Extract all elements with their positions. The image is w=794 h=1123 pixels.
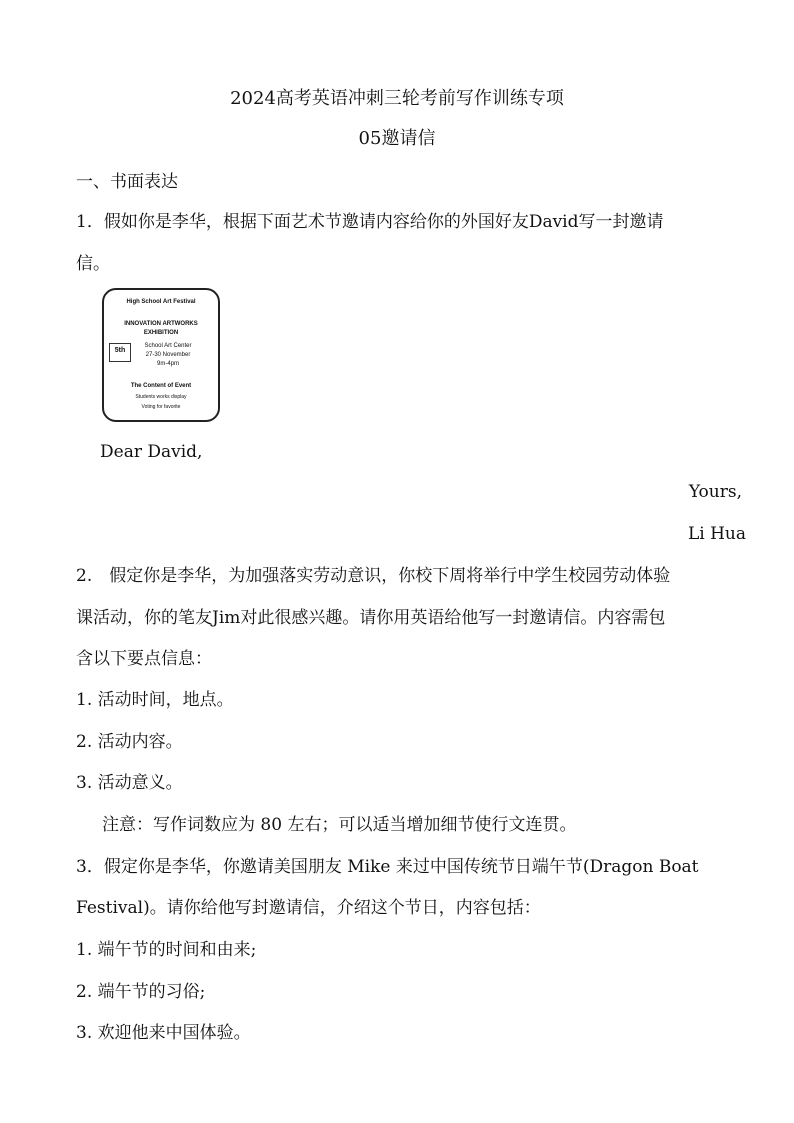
q2-prompt-line2: 课活动，你的笔友Jim对此很感兴趣。请你用英语给他写一封邀请信。内容需包 (76, 608, 666, 628)
q1-prompt-line2: 信。 (76, 254, 110, 274)
poster-date: 27-30 November (145, 352, 191, 358)
letter-signature: Li Hua (687, 524, 746, 544)
poster-item: Students works display (135, 394, 187, 400)
letter-salutation: Dear David, (100, 442, 203, 462)
q1-prompt-line1: 1．假如你是李华，根据下面艺术节邀请内容给你的外国好友David写一封邀请 (76, 212, 664, 232)
q3-point: 2. 端午节的习俗; (76, 982, 206, 1002)
art-festival-poster (102, 288, 220, 422)
page-title: 2024高考英语冲刺三轮考前写作训练专项 (230, 88, 564, 109)
q2-prompt-line3: 含以下要点信息： (76, 649, 212, 669)
letter-closing: Yours, (688, 482, 742, 502)
q3-point: 3. 欢迎他来中国体验。 (76, 1023, 251, 1043)
poster-edition-badge: 5th (109, 343, 131, 362)
q3-prompt-line1: 3．假定你是李华，你邀请美国朋友 Mike 来过中国传统节日端午节(Dragon Boat (76, 857, 699, 877)
q2-point: 2. 活动内容。 (76, 732, 183, 752)
q3-point: 1. 端午节的时间和由来; (76, 940, 257, 960)
q3-prompt-line2: Festival)。请你给他写封邀请信，介绍这个节日，内容包括： (76, 898, 541, 918)
poster-exhibition-line2: EXHIBITION (143, 330, 179, 336)
q2-note: 注意：写作词数应为 80 左右；可以适当增加细节使行文连贯。 (102, 815, 577, 835)
q2-prompt-line1: 2. 假定你是李华，为加强落实劳动意识，你校下周将举行中学生校园劳动体验 (76, 566, 671, 586)
q2-point: 1. 活动时间，地点。 (76, 690, 234, 710)
poster-content-title: The Content of Event (130, 383, 192, 389)
poster-item: Voting for favorite (141, 404, 181, 410)
page-subtitle: 05邀请信 (358, 128, 436, 149)
poster-exhibition-line1: INNOVATION ARTWORKS (124, 321, 198, 327)
poster-place: School Art Center (144, 343, 192, 349)
q2-point: 3. 活动意义。 (76, 773, 183, 793)
poster-time: 9m-4pm (156, 361, 179, 367)
poster-header: High School Art Festival (126, 299, 196, 305)
section-heading: 一、书面表达 (76, 172, 178, 192)
